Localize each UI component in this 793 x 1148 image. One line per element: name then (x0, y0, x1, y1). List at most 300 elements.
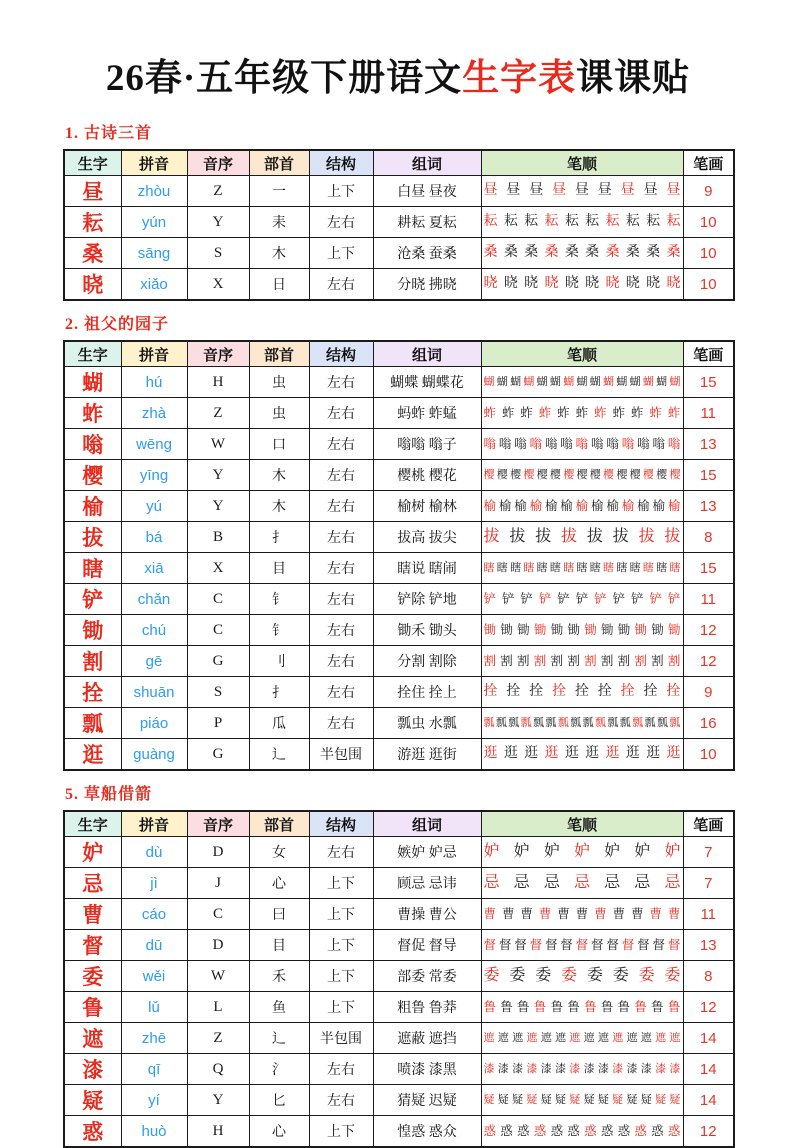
pinyin: xiā (121, 553, 187, 584)
stroke-step-glyph: 遮 (483, 1031, 495, 1044)
radical: 氵 (249, 1054, 309, 1085)
stroke-step-glyph: 耘 (524, 214, 539, 230)
stroke-step-glyph: 瓢 (607, 716, 619, 729)
table-row (64, 238, 734, 269)
stroke-step-glyph: 瞎 (483, 561, 495, 574)
stroke-count: 15 (683, 460, 734, 491)
radical: 日 (249, 269, 309, 301)
column-header-pinyin: 拼音 (121, 150, 187, 176)
word-combinations: 榆树 榆林 (373, 491, 481, 522)
stroke-step-glyph: 蚱 (667, 406, 681, 420)
word-combinations: 瞎说 瞎闹 (373, 553, 481, 584)
stroke-step-glyph: 疑 (583, 1093, 595, 1106)
stroke-order-diagram (481, 367, 683, 398)
stroke-step-glyph: 割 (651, 654, 664, 668)
stroke-step-glyph: 耘 (544, 214, 559, 230)
stroke-step-glyph: 桑 (625, 245, 640, 261)
stroke-step-glyph: 忌 (604, 874, 621, 892)
stroke-order-diagram (481, 899, 683, 930)
stroke-step-glyph: 逛 (625, 746, 640, 762)
alphabet-initial: Z (187, 398, 249, 429)
character-structure: 左右 (309, 615, 373, 646)
stroke-step-glyph: 蚱 (575, 406, 589, 420)
stroke-order-diagram (481, 1116, 683, 1148)
stroke-step-glyph: 昼 (666, 183, 681, 199)
stroke-step-glyph: 鲁 (500, 1000, 513, 1014)
page-title (63, 56, 733, 102)
stroke-step-glyph: 漆 (612, 1062, 624, 1075)
stroke-order-sequence (484, 1095, 681, 1106)
title-prefix: 26春·五年级下册语文 (105, 58, 463, 99)
stroke-step-glyph: 晓 (503, 276, 518, 292)
stroke-step-glyph: 蚱 (520, 406, 533, 420)
stroke-step-glyph: 蚱 (557, 406, 570, 420)
character-structure: 左右 (309, 398, 373, 429)
column-header-initial: 音序 (187, 341, 249, 367)
character-structure: 上下 (309, 238, 373, 269)
character-structure: 左右 (309, 491, 373, 522)
column-header-initial: 音序 (187, 150, 249, 176)
new-character: 惑 (64, 1116, 121, 1148)
stroke-step-glyph: 逛 (564, 746, 579, 762)
stroke-step-glyph: 昼 (620, 183, 635, 199)
stroke-step-glyph: 漆 (497, 1062, 509, 1075)
stroke-step-glyph: 遮 (583, 1031, 595, 1044)
stroke-step-glyph: 榆 (529, 499, 543, 513)
stroke-step-glyph: 瓢 (656, 716, 668, 729)
stroke-step-glyph: 鲁 (517, 1000, 530, 1014)
stroke-step-glyph: 惑 (500, 1124, 513, 1138)
pinyin: chǎn (121, 584, 187, 615)
radical: 耒 (249, 207, 309, 238)
word-combinations: 沧桑 蚕桑 (373, 238, 481, 269)
stroke-step-glyph: 耘 (625, 214, 640, 230)
stroke-step-glyph: 拔 (664, 528, 681, 546)
stroke-step-glyph: 桑 (605, 245, 620, 261)
stroke-step-glyph: 晓 (483, 276, 498, 292)
stroke-step-glyph: 拴 (597, 684, 612, 700)
stroke-step-glyph: 惑 (634, 1124, 647, 1138)
column-header-pinyin: 拼音 (121, 341, 187, 367)
stroke-step-glyph: 蚱 (649, 406, 662, 420)
stroke-step-glyph: 瓢 (582, 716, 594, 729)
stroke-step-glyph: 遮 (597, 1031, 609, 1044)
table-row (64, 269, 734, 301)
stroke-step-glyph: 督 (498, 938, 512, 952)
stroke-order-sequence (484, 624, 681, 637)
character-structure: 上下 (309, 176, 373, 207)
stroke-step-glyph: 桑 (585, 245, 600, 261)
stroke-step-glyph: 瞎 (616, 561, 628, 574)
word-combinations: 嗡嗡 嗡子 (373, 429, 481, 460)
table-row (64, 429, 734, 460)
stroke-step-glyph: 铲 (557, 592, 570, 606)
stroke-order-sequence (484, 438, 681, 451)
stroke-order-sequence (484, 718, 681, 729)
stroke-order-diagram (481, 176, 683, 207)
alphabet-initial: Y (187, 491, 249, 522)
stroke-step-glyph: 锄 (617, 623, 631, 637)
stroke-step-glyph: 嗡 (483, 437, 497, 451)
alphabet-initial: Y (187, 207, 249, 238)
stroke-step-glyph: 遮 (612, 1031, 624, 1044)
word-combinations: 督促 督导 (373, 930, 481, 961)
stroke-step-glyph: 遮 (540, 1031, 552, 1044)
stroke-step-glyph: 割 (617, 654, 631, 668)
table-row (64, 961, 734, 992)
word-combinations: 蚂蚱 蚱蜢 (373, 398, 481, 429)
stroke-step-glyph: 曹 (520, 907, 533, 921)
alphabet-initial: X (187, 553, 249, 584)
stroke-step-glyph: 惑 (517, 1124, 530, 1138)
word-combinations: 顾忌 忌讳 (373, 868, 481, 899)
pinyin: piáo (121, 708, 187, 739)
stroke-step-glyph: 樱 (510, 468, 522, 481)
stroke-step-glyph: 瞎 (536, 561, 548, 574)
stroke-step-glyph: 蚱 (631, 406, 644, 420)
character-structure: 左右 (309, 207, 373, 238)
column-header-char: 生字 (64, 341, 121, 367)
stroke-step-glyph: 蚱 (612, 406, 626, 420)
character-structure: 左右 (309, 269, 373, 301)
stroke-step-glyph: 嗡 (498, 437, 512, 451)
stroke-step-glyph: 耘 (564, 214, 579, 230)
stroke-step-glyph: 瓢 (545, 716, 557, 729)
stroke-step-glyph: 昼 (483, 183, 498, 199)
stroke-order-diagram (481, 584, 683, 615)
radical: 口 (249, 429, 309, 460)
stroke-step-glyph: 晓 (646, 276, 661, 292)
column-header-words: 组词 (373, 341, 481, 367)
stroke-step-glyph: 割 (634, 654, 647, 668)
pinyin: chú (121, 615, 187, 646)
stroke-step-glyph: 疑 (640, 1093, 652, 1106)
stroke-step-glyph: 督 (575, 938, 589, 952)
column-header-strokeorder: 笔顺 (481, 341, 683, 367)
stroke-step-glyph: 委 (638, 967, 655, 985)
word-combinations: 粗鲁 鲁莽 (373, 992, 481, 1023)
table-row (64, 739, 734, 771)
stroke-step-glyph: 拔 (612, 528, 629, 546)
alphabet-initial: J (187, 868, 249, 899)
table-row (64, 992, 734, 1023)
stroke-step-glyph: 督 (652, 938, 665, 952)
table-row (64, 677, 734, 708)
stroke-step-glyph: 割 (600, 654, 614, 668)
word-combinations: 游逛 逛街 (373, 739, 481, 771)
new-character: 遮 (64, 1023, 121, 1054)
stroke-step-glyph: 遮 (512, 1031, 524, 1044)
table-row (64, 1023, 734, 1054)
stroke-step-glyph: 漆 (526, 1062, 538, 1075)
stroke-step-glyph: 铲 (649, 592, 662, 606)
stroke-step-glyph: 委 (509, 967, 526, 985)
table-row (64, 708, 734, 739)
column-header-pinyin: 拼音 (121, 811, 187, 837)
pinyin: jì (121, 868, 187, 899)
stroke-count: 11 (683, 899, 734, 930)
stroke-step-glyph: 桑 (483, 245, 498, 261)
stroke-order-diagram (481, 429, 683, 460)
table-row (64, 553, 734, 584)
radical: 心 (249, 868, 309, 899)
vocab-table (63, 340, 735, 771)
table-row (64, 646, 734, 677)
stroke-step-glyph: 惑 (617, 1124, 631, 1138)
stroke-step-glyph: 蚱 (594, 406, 607, 420)
stroke-order-diagram (481, 491, 683, 522)
stroke-step-glyph: 桑 (564, 245, 579, 261)
stroke-step-glyph: 鲁 (617, 1000, 631, 1014)
stroke-order-sequence (484, 655, 681, 668)
stroke-step-glyph: 锄 (634, 623, 647, 637)
new-character: 曹 (64, 899, 121, 930)
stroke-step-glyph: 桑 (544, 245, 559, 261)
character-structure: 上下 (309, 1116, 373, 1148)
stroke-step-glyph: 榆 (560, 499, 573, 513)
stroke-step-glyph: 拔 (638, 528, 655, 546)
stroke-step-glyph: 嗡 (652, 437, 665, 451)
character-structure: 左右 (309, 708, 373, 739)
column-header-strokeorder: 笔顺 (481, 811, 683, 837)
stroke-order-diagram (481, 992, 683, 1023)
stroke-step-glyph: 拴 (483, 684, 498, 700)
stroke-step-glyph: 蝴 (483, 375, 495, 388)
stroke-order-diagram (481, 269, 683, 301)
alphabet-initial: C (187, 899, 249, 930)
stroke-step-glyph: 督 (483, 938, 497, 952)
stroke-step-glyph: 遮 (497, 1031, 509, 1044)
stroke-step-glyph: 蝴 (629, 375, 641, 388)
stroke-step-glyph: 晓 (564, 276, 579, 292)
stroke-step-glyph: 晓 (524, 276, 539, 292)
stroke-step-glyph: 割 (584, 654, 597, 668)
table-row (64, 868, 734, 899)
word-combinations: 遮蔽 遮挡 (373, 1023, 481, 1054)
stroke-step-glyph: 漆 (512, 1062, 524, 1075)
new-character: 蚱 (64, 398, 121, 429)
stroke-count: 15 (683, 367, 734, 398)
alphabet-initial: H (187, 367, 249, 398)
stroke-count: 12 (683, 1116, 734, 1148)
word-combinations: 耕耘 夏耘 (373, 207, 481, 238)
new-character: 蝴 (64, 367, 121, 398)
stroke-step-glyph: 漆 (554, 1062, 566, 1075)
stroke-count: 16 (683, 708, 734, 739)
stroke-step-glyph: 锄 (584, 623, 597, 637)
stroke-order-diagram (481, 961, 683, 992)
stroke-step-glyph: 曹 (631, 907, 644, 921)
stroke-step-glyph: 嗡 (560, 437, 573, 451)
alphabet-initial: X (187, 269, 249, 301)
stroke-step-glyph: 瓢 (495, 716, 507, 729)
stroke-step-glyph: 锄 (500, 623, 513, 637)
stroke-step-glyph: 惑 (667, 1124, 681, 1138)
new-character: 嗡 (64, 429, 121, 460)
stroke-count: 14 (683, 1054, 734, 1085)
stroke-step-glyph: 瓢 (508, 716, 520, 729)
pinyin: guàng (121, 739, 187, 771)
new-character: 鲁 (64, 992, 121, 1023)
stroke-step-glyph: 榆 (606, 499, 619, 513)
column-header-strokes: 笔画 (683, 811, 734, 837)
new-character: 晓 (64, 269, 121, 301)
new-character: 督 (64, 930, 121, 961)
stroke-step-glyph: 耘 (646, 214, 661, 230)
stroke-step-glyph: 蚱 (483, 406, 497, 420)
stroke-step-glyph: 昼 (597, 183, 612, 199)
column-header-radical: 部首 (249, 811, 309, 837)
stroke-step-glyph: 锄 (533, 623, 547, 637)
stroke-step-glyph: 瓢 (483, 716, 495, 729)
stroke-step-glyph: 鲁 (584, 1000, 597, 1014)
character-structure: 左右 (309, 460, 373, 491)
new-character: 拔 (64, 522, 121, 553)
alphabet-initial: Z (187, 176, 249, 207)
stroke-step-glyph: 鲁 (651, 1000, 664, 1014)
stroke-count: 8 (683, 522, 734, 553)
stroke-step-glyph: 蝴 (536, 375, 548, 388)
stroke-order-sequence (484, 500, 681, 513)
stroke-step-glyph: 瓢 (644, 716, 656, 729)
stroke-step-glyph: 忌 (483, 874, 500, 892)
stroke-step-glyph: 督 (606, 938, 619, 952)
pinyin: lǔ (121, 992, 187, 1023)
table-row (64, 1116, 734, 1148)
word-combinations: 惶惑 惑众 (373, 1116, 481, 1148)
stroke-step-glyph: 铲 (594, 592, 607, 606)
stroke-step-glyph: 遮 (655, 1031, 667, 1044)
stroke-step-glyph: 漆 (597, 1062, 609, 1075)
stroke-step-glyph: 瞎 (563, 561, 575, 574)
radical: 辶 (249, 739, 309, 771)
new-character: 榆 (64, 491, 121, 522)
radical: 目 (249, 930, 309, 961)
stroke-step-glyph: 桑 (666, 245, 681, 261)
stroke-step-glyph: 疑 (597, 1093, 609, 1106)
stroke-step-glyph: 督 (667, 938, 681, 952)
new-character: 疑 (64, 1085, 121, 1116)
stroke-step-glyph: 督 (544, 938, 558, 952)
pinyin: zhòu (121, 176, 187, 207)
stroke-order-diagram (481, 868, 683, 899)
stroke-step-glyph: 拴 (666, 684, 681, 700)
stroke-count: 15 (683, 553, 734, 584)
alphabet-initial: S (187, 238, 249, 269)
stroke-step-glyph: 逛 (483, 746, 498, 762)
stroke-step-glyph: 樱 (483, 468, 495, 481)
stroke-step-glyph: 嗡 (529, 437, 543, 451)
stroke-order-diagram (481, 207, 683, 238)
pinyin: yún (121, 207, 187, 238)
stroke-step-glyph: 督 (514, 938, 527, 952)
stroke-order-sequence (484, 939, 681, 952)
stroke-step-glyph: 耘 (503, 214, 518, 230)
section (63, 120, 733, 301)
vocab-table (63, 810, 735, 1148)
stroke-step-glyph: 漆 (655, 1062, 667, 1075)
column-header-char: 生字 (64, 811, 121, 837)
stroke-step-glyph: 割 (567, 654, 580, 668)
stroke-step-glyph: 逛 (666, 746, 681, 762)
stroke-step-glyph: 晓 (605, 276, 620, 292)
new-character: 漆 (64, 1054, 121, 1085)
stroke-step-glyph: 瞎 (510, 561, 522, 574)
stroke-step-glyph: 蝴 (510, 375, 522, 388)
radical: 禾 (249, 961, 309, 992)
character-structure: 半包围 (309, 739, 373, 771)
sections-container (63, 120, 733, 1148)
stroke-step-glyph: 遮 (626, 1031, 638, 1044)
pinyin: gē (121, 646, 187, 677)
stroke-step-glyph: 嗡 (544, 437, 558, 451)
stroke-order-sequence (484, 593, 681, 606)
table-row (64, 207, 734, 238)
radical: 瓜 (249, 708, 309, 739)
radical: 钅 (249, 584, 309, 615)
stroke-step-glyph: 拔 (586, 528, 603, 546)
stroke-step-glyph: 拔 (561, 528, 578, 546)
stroke-step-glyph: 忌 (543, 874, 560, 892)
stroke-order-diagram (481, 708, 683, 739)
pinyin: bá (121, 522, 187, 553)
stroke-step-glyph: 铲 (501, 592, 515, 606)
radical: 目 (249, 553, 309, 584)
stroke-order-sequence (484, 563, 681, 574)
stroke-step-glyph: 嗡 (606, 437, 619, 451)
pinyin: xiǎo (121, 269, 187, 301)
pinyin: shuān (121, 677, 187, 708)
stroke-count: 10 (683, 238, 734, 269)
stroke-step-glyph: 鲁 (567, 1000, 580, 1014)
stroke-step-glyph: 忌 (634, 874, 651, 892)
stroke-count: 13 (683, 930, 734, 961)
stroke-step-glyph: 妒 (634, 843, 651, 861)
word-combinations: 嫉妒 妒忌 (373, 837, 481, 868)
alphabet-initial: C (187, 615, 249, 646)
stroke-step-glyph: 督 (621, 938, 635, 952)
new-character: 瞎 (64, 553, 121, 584)
stroke-step-glyph: 惑 (550, 1124, 564, 1138)
pinyin: zhà (121, 398, 187, 429)
stroke-step-glyph: 樱 (669, 468, 681, 481)
stroke-step-glyph: 妒 (483, 843, 500, 861)
new-character: 瓢 (64, 708, 121, 739)
word-combinations: 拔高 拔尖 (373, 522, 481, 553)
stroke-step-glyph: 逛 (503, 746, 518, 762)
stroke-step-glyph: 樱 (523, 468, 535, 481)
stroke-step-glyph: 委 (483, 967, 500, 985)
character-structure: 上下 (309, 899, 373, 930)
table-row (64, 584, 734, 615)
stroke-step-glyph: 忌 (573, 874, 590, 892)
stroke-order-diagram (481, 837, 683, 868)
stroke-step-glyph: 漆 (669, 1062, 681, 1075)
word-combinations: 猜疑 迟疑 (373, 1085, 481, 1116)
stroke-order-sequence (484, 277, 681, 291)
stroke-count: 7 (683, 868, 734, 899)
radical: 心 (249, 1116, 309, 1148)
stroke-step-glyph: 督 (591, 938, 604, 952)
stroke-step-glyph: 拴 (620, 684, 635, 700)
stroke-step-glyph: 疑 (612, 1093, 624, 1106)
stroke-step-glyph: 瓢 (533, 716, 545, 729)
character-structure: 半包围 (309, 1023, 373, 1054)
stroke-step-glyph: 榆 (591, 499, 604, 513)
stroke-order-diagram (481, 398, 683, 429)
stroke-step-glyph: 昼 (529, 183, 544, 199)
new-character: 委 (64, 961, 121, 992)
